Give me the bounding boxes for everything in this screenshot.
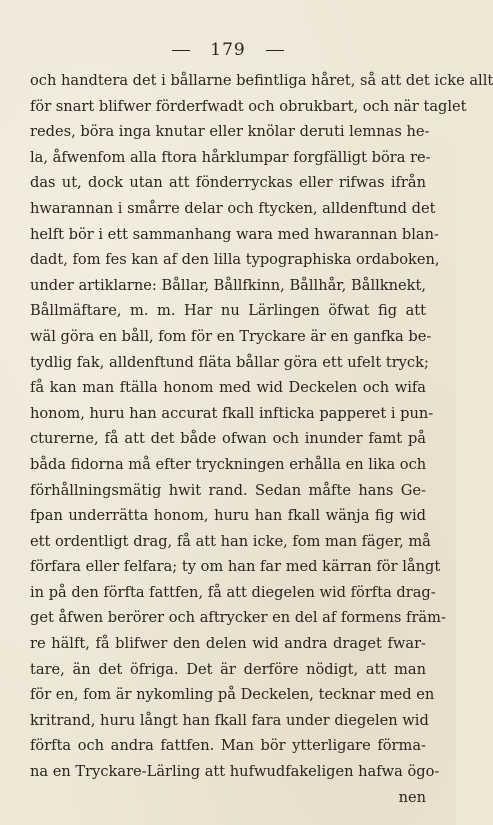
text-line: das ut, dock utan att fönderryckas eller rifwas ifrån (30, 174, 426, 192)
text-line: förfta och andra fattfen. Man bör ytterligare förma- (30, 737, 426, 755)
text-line: under artiklarne: Bållar, Bållfkinn, Bållhår, Bållknekt, (30, 276, 426, 294)
body-text (30, 68, 493, 810)
text-line: tare, än det öfriga. Det är derföre nödigt, att man (30, 660, 426, 678)
text-line: för en, fom är nykomling på Deckelen, tecknar med en (30, 686, 435, 704)
text-line: få kan man ftälla honom med wid Deckelen och wifa (30, 379, 426, 397)
text-line: båda fidorna må efter tryckningen erhålla en lika och (30, 455, 427, 473)
page-header (0, 40, 456, 60)
text-line: tydlig fak, alldenftund fläta bållar göra ett ufelt tryck; (30, 353, 429, 371)
header-dash-right (266, 50, 284, 51)
text-line: re hälft, få blifwer den delen wid andra draget fwar- (30, 635, 426, 653)
text-line: kritrand, huru långt han fkall fara under diegelen wid (30, 711, 429, 729)
text-line: ett ordentligt drag, få att han icke, fom man fäger, må (30, 532, 431, 550)
text-line: förhållningsmätig hwit rand. Sedan måfte hans Ge- (30, 481, 426, 499)
text-line: la, åfwenfom alla ftora hårklumpar forgfälligt böra re- (30, 148, 431, 166)
text-line: dadt, fom fes kan af den lilla typographiska ordaboken, (30, 251, 440, 269)
header-dash-left (172, 50, 190, 51)
text-line: fpan underrätta honom, huru han fkall wänja fig wid (30, 507, 426, 525)
text-line: in på den förfta fattfen, få att diegelen wid förfta drag- (30, 583, 436, 601)
text-line: na en Tryckare-Lärling att hufwudfakeligen hafwa ögo- (30, 763, 440, 781)
page-number: 179 (210, 40, 246, 60)
text-line: hwarannan i smårre delar och ftycken, alldenftund det (30, 199, 436, 217)
text-line: helft bör i ett sammanhang wara med hwarannan blan- (30, 225, 439, 243)
text-line: och handtera det i bållarne befintliga håret, så att det icke allt (30, 72, 493, 89)
text-line: för snart blifwer förderfwadt och obrukbart, och när taglet (30, 97, 467, 115)
text-line: förfara eller felfara; ty om han far med kärran för långt (30, 558, 441, 576)
catchword: nen (398, 788, 426, 806)
text-line: redes, böra inga knutar eller knölar deruti lemnas he- (30, 123, 430, 141)
text-line: cturerne, få att det både ofwan och inunder famt på (30, 430, 426, 448)
text-line: Bållmäftare, m. m. Har nu Lärlingen öfwat fig att (30, 302, 426, 320)
text-line: wäl göra en båll, fom för en Tryckare är en ganfka be- (30, 327, 432, 345)
text-line: get åfwen berörer och aftrycker en del af formens främ- (30, 609, 446, 627)
text-line: honom, huru han accurat fkall infticka papperet i pun- (30, 404, 434, 422)
